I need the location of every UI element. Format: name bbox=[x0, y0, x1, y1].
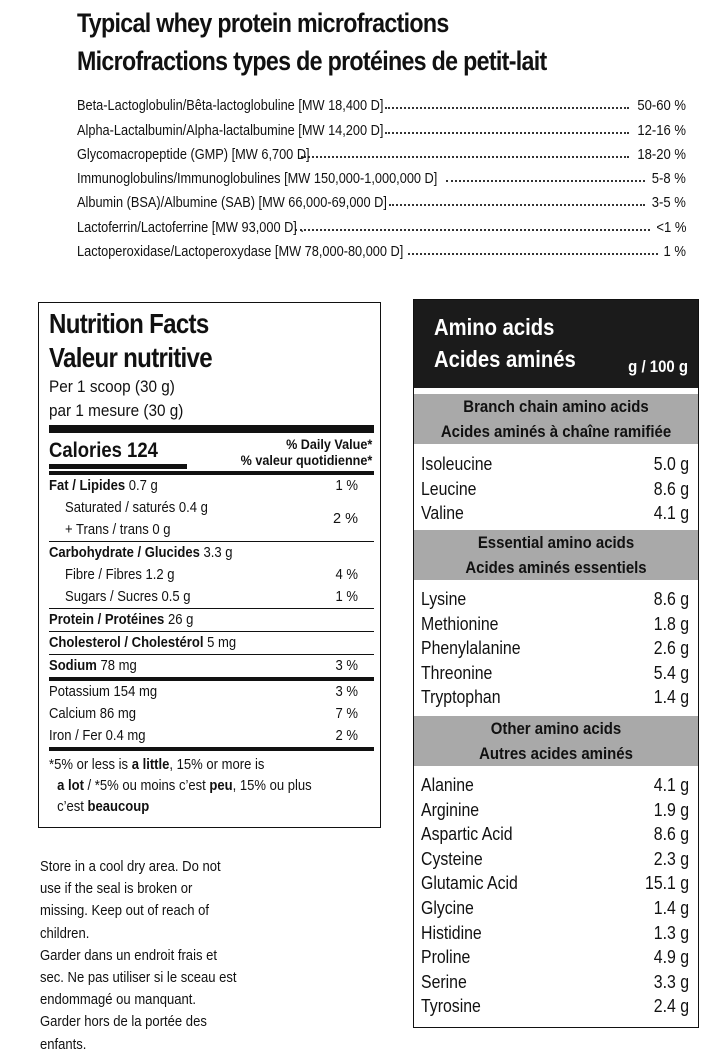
microfraction-value: 3-5 % bbox=[651, 195, 686, 212]
leader-dots bbox=[301, 155, 629, 158]
amino-name: Tyrosine bbox=[421, 996, 481, 1017]
amino-list-essential bbox=[421, 587, 689, 710]
amino-value: 1.9 g bbox=[653, 799, 689, 820]
leader-dots bbox=[385, 106, 629, 109]
fibre-label: Fibre / Fibres 1.2 g bbox=[65, 567, 175, 583]
amino-row bbox=[421, 661, 689, 686]
amino-row bbox=[421, 921, 689, 946]
divider-medium bbox=[49, 747, 374, 751]
leader-dots bbox=[295, 228, 650, 231]
potassium-row bbox=[49, 681, 374, 703]
amino-name: Arginine bbox=[421, 799, 480, 820]
amino-row bbox=[421, 477, 689, 502]
footnote-text: *5% or less is bbox=[49, 757, 132, 773]
iron-row bbox=[49, 725, 374, 747]
microfractions-title-en: Typical whey protein microfractions bbox=[77, 8, 449, 38]
fibre-row bbox=[49, 564, 374, 586]
microfraction-row bbox=[77, 163, 686, 187]
cholesterol-amount: 5 mg bbox=[207, 635, 237, 651]
calcium-row bbox=[49, 703, 374, 725]
fibre-dv: 4 % bbox=[335, 567, 358, 583]
amino-value: 1.3 g bbox=[653, 922, 689, 943]
amino-list-branch-chain bbox=[421, 452, 689, 526]
trans-row bbox=[49, 519, 374, 541]
footnote-text: c’est bbox=[57, 799, 88, 815]
microfraction-value: 18-20 % bbox=[637, 146, 686, 163]
section-title-en: Essential amino acids bbox=[477, 533, 635, 552]
amino-value: 15.1 g bbox=[644, 873, 689, 894]
amino-row bbox=[421, 798, 689, 823]
section-title-fr: Autres acides aminés bbox=[479, 744, 633, 763]
nutrition-title-fr: Valeur nutritive bbox=[49, 342, 212, 373]
section-title-en: Branch chain amino acids bbox=[463, 397, 649, 416]
amino-value: 5.4 g bbox=[653, 662, 689, 683]
amino-name: Tryptophan bbox=[421, 687, 501, 708]
daily-value-fr: % valeur quotidienne* bbox=[240, 452, 372, 468]
leader-dots bbox=[389, 203, 645, 206]
protein-label: Protein / Protéines bbox=[49, 612, 165, 628]
amino-value: 3.3 g bbox=[653, 971, 689, 992]
section-title-fr: Acides aminés essentiels bbox=[465, 558, 647, 577]
amino-value: 2.3 g bbox=[653, 848, 689, 869]
storage-line: endommagé ou manquant. bbox=[40, 992, 196, 1009]
fat-amount: 0.7 g bbox=[128, 478, 158, 494]
storage-line: missing. Keep out of reach of bbox=[40, 903, 210, 920]
microfractions-list bbox=[77, 90, 686, 260]
section-title-fr: Acides aminés à chaîne ramifiée bbox=[440, 422, 672, 441]
amino-value: 4.1 g bbox=[653, 503, 689, 524]
footnote-bold: a little bbox=[131, 757, 170, 773]
microfraction-row bbox=[77, 114, 686, 138]
carbohydrate-label: Carbohydrate / Glucides bbox=[49, 545, 200, 561]
storage-line: use if the seal is broken or bbox=[40, 881, 193, 898]
amino-row bbox=[421, 945, 689, 970]
fat-row bbox=[49, 475, 374, 497]
microfraction-row bbox=[77, 90, 686, 114]
amino-value: 1.4 g bbox=[653, 897, 689, 918]
fat-label: Fat / Lipides bbox=[49, 478, 126, 494]
microfraction-label: Albumin (BSA)/Albumine (SAB) [MW 66,000-69,000 D] bbox=[77, 195, 387, 212]
sodium-label: Sodium bbox=[49, 658, 97, 674]
footnote-bold: beaucoup bbox=[87, 799, 150, 815]
microfractions-title-fr: Microfractions types de protéines de petit-lait bbox=[77, 46, 547, 76]
amino-list-other bbox=[421, 773, 689, 1019]
microfraction-value: 1 % bbox=[663, 244, 686, 261]
amino-value: 5.0 g bbox=[653, 454, 689, 474]
serving-size-en: Per 1 scoop (30 g) bbox=[49, 377, 175, 396]
calcium-dv: 7 % bbox=[335, 706, 358, 722]
carbohydrate-amount: 3.3 g bbox=[203, 545, 233, 561]
amino-value: 2.6 g bbox=[653, 638, 689, 659]
leader-dots bbox=[446, 179, 645, 182]
serving-size-fr: par 1 mesure (30 g) bbox=[49, 401, 184, 420]
storage-line: Garder dans un endroit frais et bbox=[40, 947, 218, 964]
carbohydrate-row bbox=[49, 542, 374, 564]
cholesterol-label: Cholesterol / Cholestérol bbox=[49, 635, 204, 651]
microfraction-value: 5-8 % bbox=[651, 171, 686, 188]
amino-acids-header bbox=[414, 300, 698, 388]
amino-row bbox=[421, 636, 689, 661]
calcium-label: Calcium 86 mg bbox=[49, 706, 137, 722]
nutrition-facts-panel bbox=[38, 302, 381, 828]
amino-value: 2.4 g bbox=[653, 996, 689, 1017]
sodium-amount: 78 mg bbox=[100, 658, 137, 674]
footnote-text: , 15% or more is bbox=[169, 757, 265, 773]
amino-name: Histidine bbox=[421, 922, 482, 943]
amino-row bbox=[421, 896, 689, 921]
storage-line: Store in a cool dry area. Do not bbox=[40, 859, 221, 875]
amino-acids-panel bbox=[413, 299, 699, 1028]
storage-line: enfants. bbox=[40, 1036, 87, 1053]
amino-value: 1.4 g bbox=[653, 687, 689, 708]
footnote-text: / *5% ou moins c’est bbox=[83, 778, 210, 794]
amino-title-fr: Acides aminés bbox=[434, 346, 576, 372]
microfraction-row bbox=[77, 187, 686, 211]
leader-dots bbox=[385, 131, 629, 134]
microfraction-value: 50-60 % bbox=[637, 98, 686, 115]
amino-row bbox=[421, 501, 689, 526]
amino-row bbox=[421, 822, 689, 847]
amino-row bbox=[421, 685, 689, 710]
amino-name: Cysteine bbox=[421, 848, 483, 869]
sodium-row bbox=[49, 655, 374, 677]
calories: Calories 124 bbox=[49, 439, 158, 462]
amino-row bbox=[421, 612, 689, 637]
leader-dots bbox=[408, 252, 658, 255]
footnote-bold: a lot bbox=[57, 778, 84, 794]
fat-dv: 1 % bbox=[335, 478, 358, 494]
saturated-trans-dv: 2 % bbox=[333, 511, 358, 527]
daily-value-header bbox=[226, 436, 372, 468]
amino-value: 8.6 g bbox=[653, 478, 689, 499]
saturated-trans-group bbox=[49, 497, 374, 541]
amino-row bbox=[421, 994, 689, 1019]
protein-amount: 26 g bbox=[167, 612, 194, 628]
amino-name: Serine bbox=[421, 971, 467, 992]
microfraction-row bbox=[77, 236, 686, 260]
storage-instructions bbox=[40, 856, 258, 1056]
amino-name: Threonine bbox=[421, 662, 493, 683]
cholesterol-row bbox=[49, 632, 374, 654]
calories-row bbox=[49, 433, 374, 469]
amino-row bbox=[421, 587, 689, 612]
storage-line: Garder hors de la portée des bbox=[40, 1014, 207, 1031]
footnote-text: , 15% ou plus bbox=[232, 778, 312, 794]
amino-row bbox=[421, 871, 689, 896]
section-header-other bbox=[414, 716, 698, 766]
microfraction-label: Glycomacropeptide (GMP) [MW 6,700 D] bbox=[77, 146, 310, 163]
microfraction-label: Lactoperoxidase/Lactoperoxydase [MW 78,000-80,000 D] bbox=[77, 244, 404, 261]
microfraction-value: <1 % bbox=[655, 219, 686, 236]
protein-row bbox=[49, 609, 374, 631]
microfraction-label: Alpha-Lactalbumin/Alpha-lactalbumine [MW 14,200 D] bbox=[77, 122, 384, 139]
amino-value: 8.6 g bbox=[653, 824, 689, 845]
trans-label: + Trans / trans 0 g bbox=[65, 522, 171, 538]
amino-name: Lysine bbox=[421, 589, 467, 609]
potassium-dv: 3 % bbox=[335, 684, 358, 700]
section-header-branch-chain bbox=[414, 394, 698, 444]
nutrition-title-en: Nutrition Facts bbox=[49, 308, 209, 339]
amino-unit: g / 100 g bbox=[628, 357, 688, 376]
divider-thick bbox=[49, 425, 374, 433]
section-title-en: Other amino acids bbox=[490, 719, 622, 738]
daily-value-en: % Daily Value* bbox=[285, 436, 372, 452]
amino-name: Isoleucine bbox=[421, 454, 493, 474]
amino-name: Valine bbox=[421, 503, 464, 524]
sodium-dv: 3 % bbox=[335, 658, 358, 674]
amino-name: Alanine bbox=[421, 775, 474, 795]
amino-name: Glutamic Acid bbox=[421, 873, 518, 894]
calories-underline bbox=[49, 464, 187, 469]
microfraction-value: 12-16 % bbox=[637, 122, 686, 139]
amino-row bbox=[421, 970, 689, 995]
daily-value-footnote bbox=[49, 755, 374, 818]
amino-value: 8.6 g bbox=[653, 589, 689, 609]
sugars-dv: 1 % bbox=[335, 589, 358, 605]
amino-title-en: Amino acids bbox=[434, 314, 555, 340]
sugars-row bbox=[49, 586, 374, 608]
section-header-essential bbox=[414, 530, 698, 580]
iron-label: Iron / Fer 0.4 mg bbox=[49, 728, 146, 744]
saturated-label: Saturated / saturés 0.4 g bbox=[65, 500, 208, 516]
amino-name: Methionine bbox=[421, 613, 499, 634]
microfraction-label: Beta-Lactoglobulin/Bêta-lactoglobuline [MW 18,400 D] bbox=[77, 98, 384, 115]
saturated-row bbox=[49, 497, 374, 519]
storage-line: children. bbox=[40, 925, 90, 942]
microfraction-row bbox=[77, 139, 686, 163]
microfraction-label: Immunoglobulins/Immunoglobulines [MW 150,000-1,000,000 D] bbox=[77, 171, 438, 188]
amino-name: Glycine bbox=[421, 897, 474, 918]
amino-name: Proline bbox=[421, 947, 471, 968]
storage-line: sec. Ne pas utiliser si le sceau est bbox=[40, 970, 237, 987]
footnote-bold: peu bbox=[209, 778, 233, 794]
amino-row bbox=[421, 773, 689, 798]
amino-name: Aspartic Acid bbox=[421, 824, 513, 845]
amino-name: Leucine bbox=[421, 478, 477, 499]
amino-name: Phenylalanine bbox=[421, 638, 521, 659]
sugars-label: Sugars / Sucres 0.5 g bbox=[65, 589, 191, 605]
iron-dv: 2 % bbox=[335, 728, 358, 744]
potassium-label: Potassium 154 mg bbox=[49, 684, 158, 700]
amino-value: 1.8 g bbox=[653, 613, 689, 634]
amino-value: 4.9 g bbox=[653, 947, 689, 968]
microfraction-label: Lactoferrin/Lactoferrine [MW 93,000 D] . bbox=[77, 219, 304, 236]
amino-row bbox=[421, 847, 689, 872]
amino-row bbox=[421, 452, 689, 477]
microfraction-row bbox=[77, 211, 686, 235]
amino-value: 4.1 g bbox=[653, 775, 689, 795]
